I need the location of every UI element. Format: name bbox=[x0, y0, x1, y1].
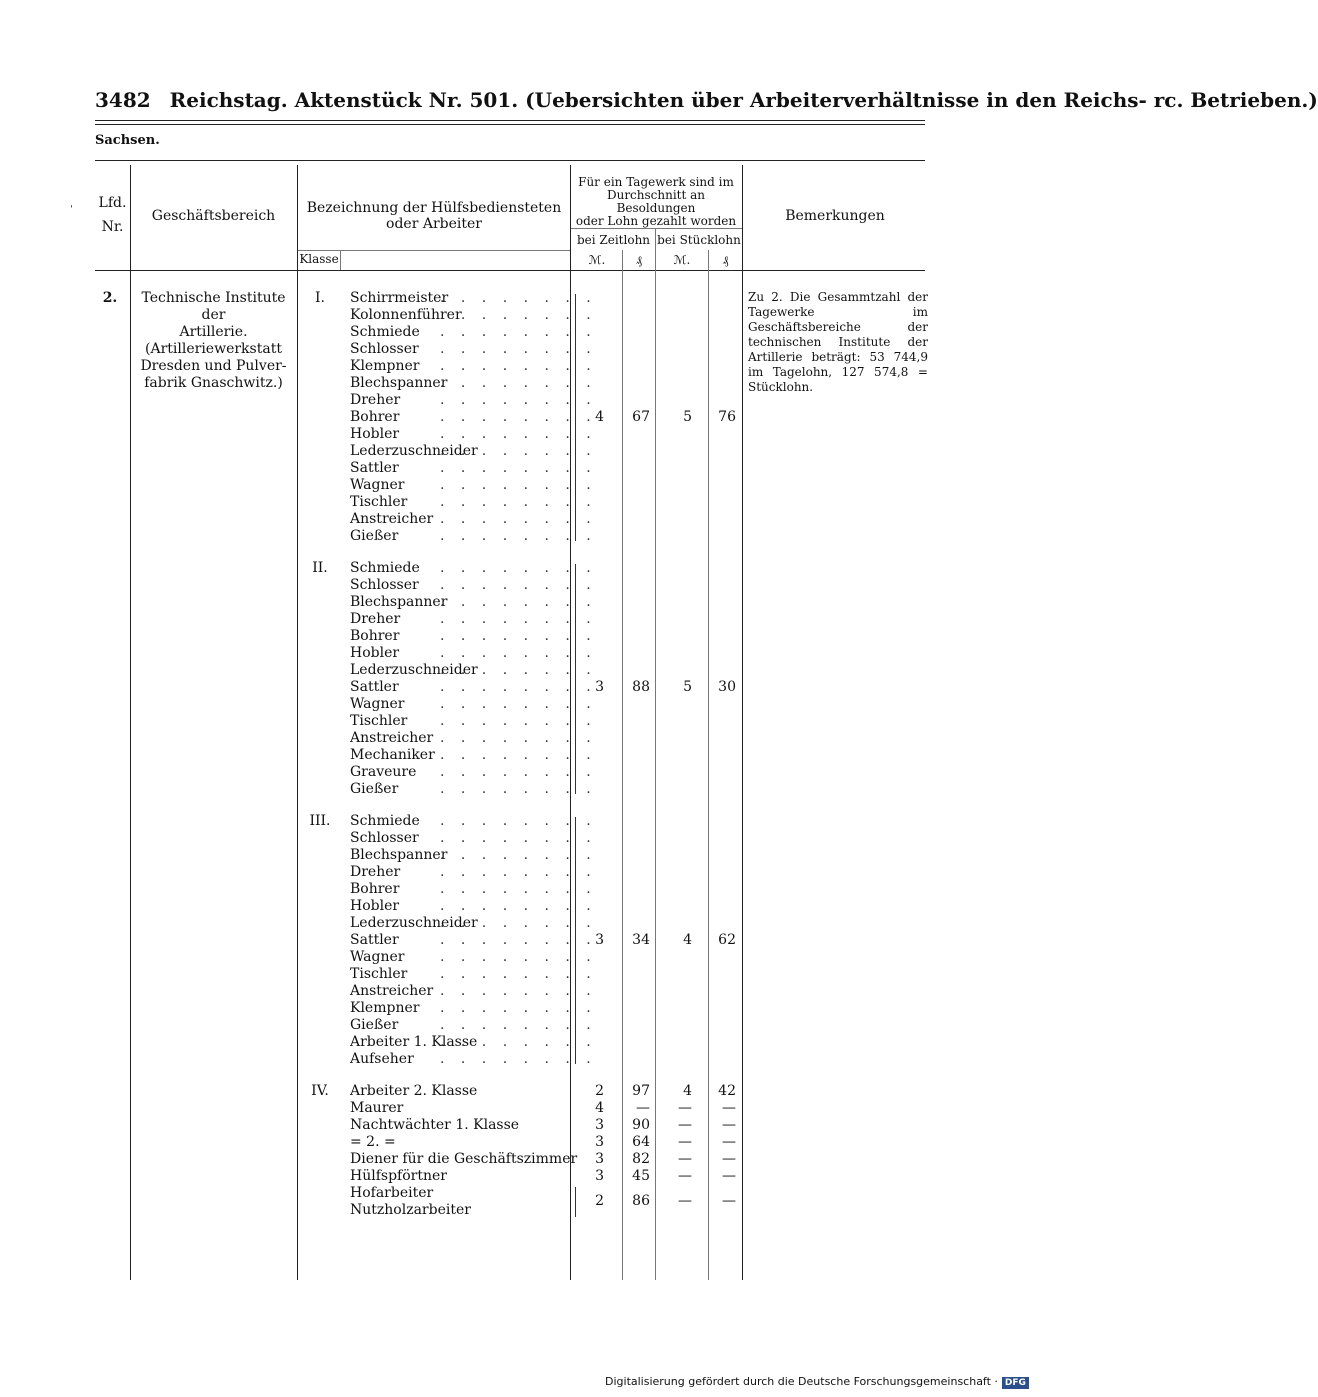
klasse-label: III. bbox=[309, 813, 331, 829]
worker-name: Hobler bbox=[350, 426, 400, 442]
header-zeit-pf: ₰ bbox=[636, 253, 642, 267]
worker-name: Graveure bbox=[350, 764, 417, 780]
leader-dots: . . . . . . . . bbox=[440, 594, 597, 610]
worker-name: Dreher bbox=[350, 611, 401, 627]
worker-name: Klempner bbox=[350, 358, 420, 374]
bereich-line: Dresden und Pulver- bbox=[140, 358, 287, 374]
klasse-rule bbox=[297, 250, 570, 251]
stueck-mark-value: — bbox=[678, 1117, 692, 1133]
leader-dots: . . . . . . . . bbox=[440, 830, 597, 846]
page-title: Reichstag. Aktenstück Nr. 501. (Uebersichten über Arbeiterverhältnisse in den Reichs- rc. Betrieben.) bbox=[169, 88, 1318, 112]
leader-dots: . . . . . . . . bbox=[440, 628, 597, 644]
worker-name: Lederzuschneider bbox=[350, 443, 478, 459]
zeit-pf-value: — bbox=[636, 1100, 650, 1116]
worker-name: Arbeiter 2. Klasse bbox=[350, 1083, 478, 1099]
page-number: 3482 bbox=[95, 88, 151, 112]
worker-name: Tischler bbox=[350, 494, 408, 510]
header-lohn-3: oder Lohn gezahlt worden bbox=[575, 214, 737, 228]
leader-dots: . . . . . . . . bbox=[440, 511, 597, 527]
worker-name: Maurer bbox=[350, 1100, 404, 1116]
header-geschaeftsbereich: Geschäftsbereich bbox=[151, 208, 276, 224]
leader-dots: . . . . . . . . bbox=[440, 477, 597, 493]
zeit-mark-value: 3 bbox=[595, 1151, 604, 1167]
zeit-mark-value: 3 bbox=[595, 932, 604, 948]
leader-dots: . . . . . . . . bbox=[440, 1051, 597, 1067]
lohn-sub-rule bbox=[570, 228, 742, 229]
stueck-pf-value: — bbox=[722, 1168, 736, 1184]
leader-dots: . . . . . . . . bbox=[440, 494, 597, 510]
header-bezeichnung bbox=[300, 200, 568, 232]
page-header bbox=[95, 88, 1318, 112]
stueck-pf-value: 62 bbox=[718, 932, 736, 948]
stueck-pf-value: — bbox=[722, 1134, 736, 1150]
worker-name: Blechspanner bbox=[350, 594, 448, 610]
header-zeit-mark: ℳ. bbox=[588, 253, 606, 267]
leader-dots: . . . . . . . . bbox=[440, 932, 597, 948]
zeit-mark-value: 3 bbox=[595, 1117, 604, 1133]
worker-name: Nachtwächter 1. Klasse bbox=[350, 1117, 520, 1133]
header-klasse: Klasse bbox=[299, 252, 339, 266]
leader-dots: . . . . . . . . bbox=[440, 847, 597, 863]
leader-dots: . . . . . . . . bbox=[440, 443, 597, 459]
col-divider-1 bbox=[130, 165, 131, 1280]
worker-name: Schmiede bbox=[350, 324, 420, 340]
worker-name: Hofarbeiter bbox=[350, 1185, 434, 1201]
klasse-label: II. bbox=[312, 560, 328, 576]
worker-name: Schlosser bbox=[350, 830, 419, 846]
worker-name: Sattler bbox=[350, 679, 399, 695]
header-lohn-2: Durchschnitt an Besoldungen bbox=[606, 188, 706, 215]
leader-dots: . . . . . . . . bbox=[440, 560, 597, 576]
leader-dots: . . . . . . . . bbox=[440, 1000, 597, 1016]
header-bezeichnung-1: Bezeichnung der Hülfsbediensteten bbox=[306, 200, 562, 216]
worker-name: Blechspanner bbox=[350, 375, 448, 391]
stueck-mark-value: 5 bbox=[683, 679, 692, 695]
leader-dots: . . . . . . . . bbox=[440, 764, 597, 780]
worker-name: Schmiede bbox=[350, 560, 420, 576]
leader-dots: . . . . . . . . bbox=[440, 528, 597, 544]
leader-dots: . . . . . . . . bbox=[440, 290, 597, 306]
dfg-logo: DFG bbox=[1002, 1377, 1029, 1389]
leader-dots: . . . . . . . . bbox=[440, 307, 597, 323]
klasse-divider bbox=[340, 250, 341, 270]
table-header-rule bbox=[95, 270, 925, 271]
stueck-pf-value: — bbox=[722, 1193, 736, 1209]
zeit-mark-value: 3 bbox=[595, 679, 604, 695]
leader-dots: . . . . . . . . bbox=[440, 460, 597, 476]
zeit-pf-value: 82 bbox=[632, 1151, 650, 1167]
worker-name: Tischler bbox=[350, 713, 408, 729]
leader-dots: . . . . . . . . bbox=[440, 966, 597, 982]
stueck-pf-value: 76 bbox=[718, 409, 736, 425]
leader-dots: . . . . . . . . bbox=[440, 1017, 597, 1033]
stueck-mark-value: — bbox=[678, 1134, 692, 1150]
zeit-pf-value: 64 bbox=[632, 1134, 650, 1150]
stueck-pf-value: — bbox=[722, 1100, 736, 1116]
leader-dots: . . . . . . . . bbox=[440, 713, 597, 729]
leader-dots: . . . . . . . . bbox=[440, 983, 597, 999]
worker-name: Lederzuschneider bbox=[350, 915, 478, 931]
worker-name: Bohrer bbox=[350, 881, 400, 897]
worker-name: Kolonnenführer bbox=[350, 307, 462, 323]
stueck-mark-value: — bbox=[678, 1151, 692, 1167]
leader-dots: . . . . . . . . bbox=[440, 813, 597, 829]
leader-dots: . . . . . . . . bbox=[440, 864, 597, 880]
worker-name: Anstreicher bbox=[350, 511, 434, 527]
leader-dots: . . . . . . . . bbox=[440, 915, 597, 931]
zeit-pf-value: 97 bbox=[632, 1083, 650, 1099]
leader-dots: . . . . . . . . bbox=[440, 426, 597, 442]
worker-name: Wagner bbox=[350, 949, 405, 965]
stueck-pf-value: 30 bbox=[718, 679, 736, 695]
worker-name: Anstreicher bbox=[350, 730, 434, 746]
worker-name: Hobler bbox=[350, 645, 400, 661]
footer bbox=[605, 1375, 1029, 1389]
stueck-mark-value: 4 bbox=[683, 932, 692, 948]
zeit-pf-value: 90 bbox=[632, 1117, 650, 1133]
worker-name: Arbeiter 1. Klasse bbox=[350, 1034, 478, 1050]
col-divider-4 bbox=[742, 165, 743, 1280]
leader-dots: . . . . . . . . bbox=[440, 375, 597, 391]
bereich-line: Technische Institute der bbox=[141, 290, 286, 323]
worker-name: Dreher bbox=[350, 864, 401, 880]
worker-name: Hobler bbox=[350, 898, 400, 914]
header-zeitlohn: bei Zeitlohn bbox=[576, 233, 651, 247]
zeit-pf-value: 88 bbox=[632, 679, 650, 695]
stueck-pf-value: — bbox=[722, 1117, 736, 1133]
worker-name: Diener für die Geschäftszimmer bbox=[350, 1151, 578, 1167]
worker-name: Gießer bbox=[350, 528, 399, 544]
bereich-line: (Artilleriewerkstatt bbox=[145, 341, 282, 357]
stueck-mark-value: 4 bbox=[683, 1083, 692, 1099]
table-top-rule bbox=[95, 160, 925, 161]
zeit-mark-value: 3 bbox=[595, 1168, 604, 1184]
footer-text: Digitalisierung gefördert durch die Deutsche Forschungsgemeinschaft · bbox=[605, 1375, 998, 1388]
worker-name: Sattler bbox=[350, 460, 399, 476]
zeit-pf-value: 34 bbox=[632, 932, 650, 948]
zeit-mark-value: 3 bbox=[595, 1134, 604, 1150]
leader-dots: . . . . . . . . bbox=[440, 662, 597, 678]
leader-dots: . . . . . . . . bbox=[440, 358, 597, 374]
zeit-pf-value: 86 bbox=[632, 1193, 650, 1209]
leader-dots: . . . . . . . . bbox=[440, 577, 597, 593]
header-nr: Nr. bbox=[101, 219, 124, 235]
header-stueck-pf: ₰ bbox=[722, 253, 729, 267]
row-bereich bbox=[132, 290, 295, 392]
header-lohn-1: Für ein Tagewerk sind im bbox=[578, 175, 734, 189]
header-stueck-mark: ℳ. bbox=[673, 253, 691, 267]
zeit-mark-value: 2 bbox=[595, 1193, 604, 1209]
worker-name: Schirrmeister bbox=[350, 290, 449, 306]
header-lfd: Lfd. bbox=[98, 195, 127, 211]
worker-name: Schlosser bbox=[350, 341, 419, 357]
zeit-pf-value: 45 bbox=[632, 1168, 650, 1184]
header-bezeichnung-2: oder Arbeiter bbox=[386, 216, 482, 232]
leader-dots: . . . . . . . . bbox=[440, 730, 597, 746]
bereich-line: Artillerie. bbox=[179, 324, 248, 340]
stueck-pf-value: — bbox=[722, 1151, 736, 1167]
worker-name: Schlosser bbox=[350, 577, 419, 593]
worker-name: Wagner bbox=[350, 477, 405, 493]
zeit-mark-value: 4 bbox=[595, 1100, 604, 1116]
leader-dots: . . . . . . . . bbox=[440, 696, 597, 712]
stueck-mark-value: 5 bbox=[683, 409, 692, 425]
worker-name: Hülfspförtner bbox=[350, 1168, 447, 1184]
leader-dots: . . . . . . . . bbox=[440, 781, 597, 797]
leader-dots: . . . . . . . . bbox=[440, 679, 597, 695]
leader-dots: . . . . . . . . bbox=[440, 949, 597, 965]
bereich-line: fabrik Gnaschwitz.) bbox=[144, 375, 283, 391]
worker-name: Bohrer bbox=[350, 409, 400, 425]
region-label: Sachsen. bbox=[95, 133, 160, 148]
worker-name: Wagner bbox=[350, 696, 405, 712]
margin-mark: ˈ bbox=[70, 205, 73, 216]
header-lfd-nr bbox=[95, 195, 130, 235]
row-nr: 2. bbox=[102, 290, 118, 306]
leader-dots: . . . . . . . . bbox=[440, 341, 597, 357]
worker-name: Blechspanner bbox=[350, 847, 448, 863]
header-rule bbox=[95, 120, 925, 121]
worker-name: Aufseher bbox=[350, 1051, 414, 1067]
worker-name: Gießer bbox=[350, 1017, 399, 1033]
stueck-pf-value: 42 bbox=[718, 1083, 736, 1099]
leader-dots: . . . . . . . . bbox=[440, 409, 597, 425]
leader-dots: . . . . . . . . bbox=[440, 1034, 597, 1050]
worker-name: Klempner bbox=[350, 1000, 420, 1016]
remark-text: Zu 2. Die Gesammtzahl der Tagewerke im Geschäftsbereiche der technischen Institute der Artillerie beträgt: 53 744,9 im Tagelohn, 127 574,8 = Stücklohn. bbox=[748, 290, 928, 394]
leader-dots: . . . . . . . . bbox=[440, 881, 597, 897]
worker-name: Tischler bbox=[350, 966, 408, 982]
zeit-mark-value: 4 bbox=[595, 409, 604, 425]
leader-dots: . . . . . . . . bbox=[440, 324, 597, 340]
worker-name: Nutzholzarbeiter bbox=[350, 1202, 471, 1218]
zeit-pf-value: 67 bbox=[632, 409, 650, 425]
worker-name: Bohrer bbox=[350, 628, 400, 644]
header-lohn bbox=[572, 176, 740, 228]
header-stuecklohn: bei Stücklohn bbox=[657, 233, 741, 247]
worker-name: Schmiede bbox=[350, 813, 420, 829]
leader-dots: . . . . . . . . bbox=[440, 898, 597, 914]
leader-dots: . . . . . . . . bbox=[440, 645, 597, 661]
header-bemerkungen: Bemerkungen bbox=[785, 208, 885, 224]
worker-name: Anstreicher bbox=[350, 983, 434, 999]
leader-dots: . . . . . . . . bbox=[440, 747, 597, 763]
klasse-label: I. bbox=[315, 290, 325, 306]
col-divider-2 bbox=[297, 165, 298, 1280]
stueck-mark-value: — bbox=[678, 1100, 692, 1116]
worker-name: Sattler bbox=[350, 932, 399, 948]
leader-dots: . . . . . . . . bbox=[440, 611, 597, 627]
worker-name: Dreher bbox=[350, 392, 401, 408]
header-rule-double bbox=[95, 124, 925, 125]
worker-name: Mechaniker bbox=[350, 747, 435, 763]
stueck-mark-value: — bbox=[678, 1168, 692, 1184]
worker-name: = 2. = bbox=[350, 1134, 396, 1150]
worker-name: Gießer bbox=[350, 781, 399, 797]
zeit-mark-value: 2 bbox=[595, 1083, 604, 1099]
worker-name: Lederzuschneider bbox=[350, 662, 478, 678]
stueck-mark-value: — bbox=[678, 1193, 692, 1209]
leader-dots: . . . . . . . . bbox=[440, 392, 597, 408]
klasse-label: IV. bbox=[311, 1083, 329, 1099]
